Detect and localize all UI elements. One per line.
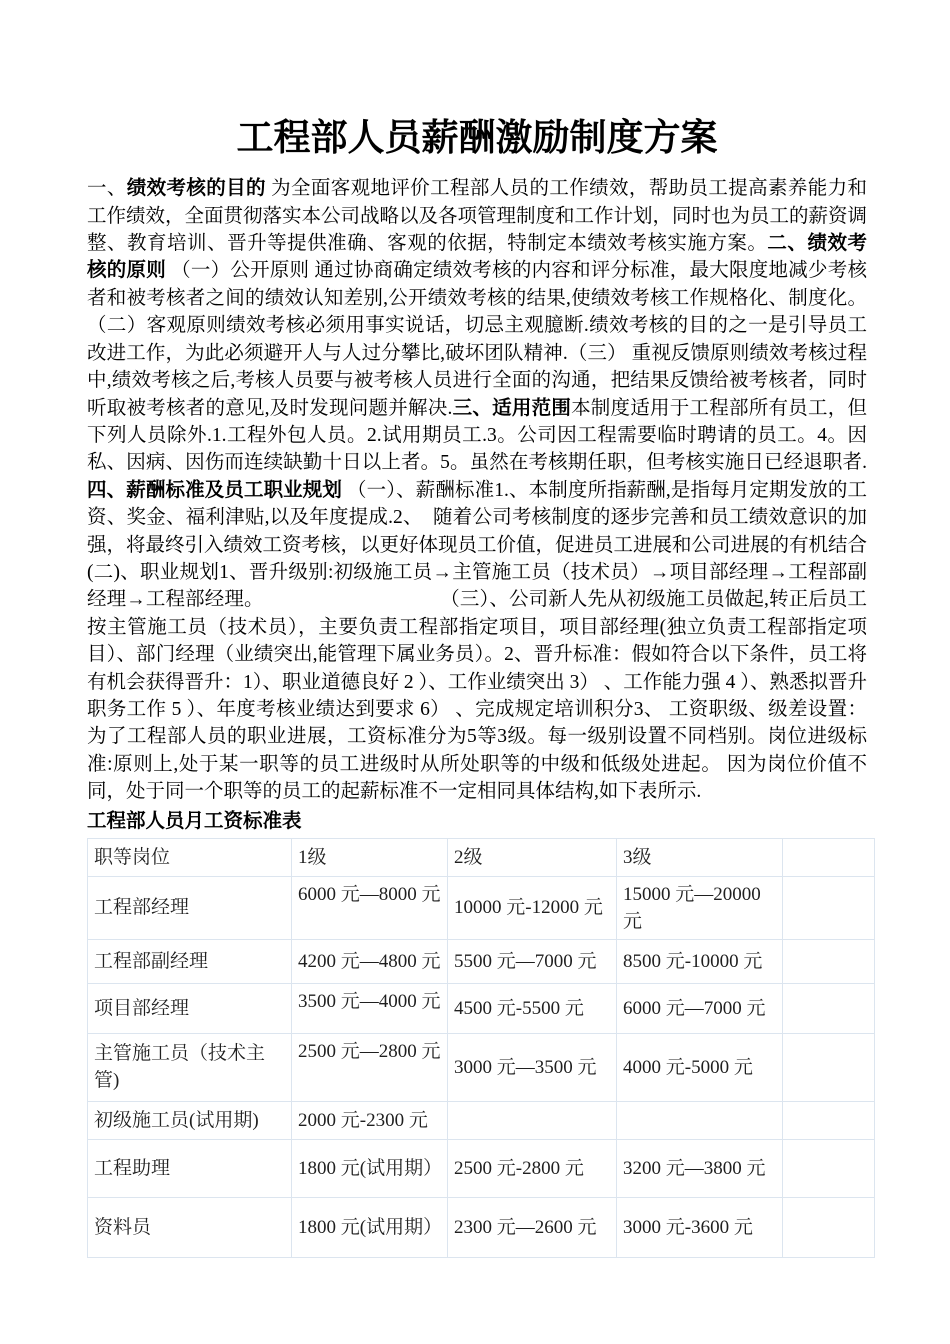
salary-table (87, 838, 875, 1258)
table-row (88, 939, 875, 983)
salary-cell: 5500 元—7000 元 (448, 939, 617, 983)
salary-cell (783, 1197, 875, 1257)
salary-cell (783, 1033, 875, 1101)
salary-cell: 10000 元-12000 元 (448, 876, 617, 939)
column-header-cell (783, 838, 875, 876)
table-row (88, 1101, 875, 1139)
salary-cell: 4500 元-5500 元 (448, 983, 617, 1033)
salary-cell: 2300 元—2600 元 (448, 1197, 617, 1257)
bold-text-run: 四、薪酬标准及员工职业规划 (87, 479, 343, 501)
position-cell: 初级施工员(试用期) (88, 1101, 292, 1139)
salary-cell (448, 1101, 617, 1139)
column-header-cell: 3级 (617, 838, 783, 876)
salary-cell: 6000 元—8000 元 (292, 876, 448, 939)
text-run: 本制度适用于工程部所有员工，但下列人员除外.1.工程外包人员。2.试用期员工.3。公司因工程需要临时聘请的员工。4。因私、因病、因伤而连续缺勤十日以上者。5。虽然在考核期任职，但考核实施日已经退职者. (87, 397, 867, 474)
salary-cell: 2000 元-2300 元 (292, 1101, 448, 1139)
position-cell: 主管施工员（技术主管) (88, 1033, 292, 1101)
salary-table-header-row (88, 838, 875, 876)
salary-table-caption: 工程部人员月工资标准表 (87, 810, 302, 832)
table-row (88, 983, 875, 1033)
salary-cell: 3500 元—4000 元 (292, 983, 448, 1033)
bold-text-run: 二、绩效考核的原则 (87, 233, 867, 282)
salary-cell (783, 1139, 875, 1197)
column-header-cell: 职等岗位 (88, 838, 292, 876)
salary-cell: 1800 元(试用期） (292, 1197, 448, 1257)
salary-cell: 1800 元(试用期） (292, 1139, 448, 1197)
position-cell: 工程部副经理 (88, 939, 292, 983)
text-run: 为全面客观地评价工程部人员的工作绩效，帮助员工提高素养能力和工作绩效，全面贯彻落实本公司战略以及各项管理制度和工作计划，同时也为员工的薪资调整、教育培训、晋升等提供准确、客观的依据，特制定本绩效考核实施方案。 (87, 178, 868, 255)
bold-text-run: 三、适用范围 (452, 397, 572, 419)
text-run: 一、 (87, 178, 127, 200)
salary-cell: 15000 元—20000 元 (617, 876, 783, 939)
position-cell: 工程部经理 (88, 876, 292, 939)
salary-table-body (88, 876, 875, 1257)
salary-cell: 8500 元-10000 元 (617, 939, 783, 983)
text-run: （一）公开原则 通过协商确定绩效考核的内容和评分标准，最大限度地减少考核者和被考核者之间的绩效认知差别,公开绩效考核的结果,使绩效考核工作规格化、制度化。 （二）客观原则绩效考核必须用事实说话，切忌主观臆断.绩效考核的目的之一是引导员工改进工作，为此必须避开人与人过分攀比,破坏团队精神.（三） 重视反馈原则绩效考核过程中,绩效考核之后,考核人员要与被考核人员进行全面的沟通，把结果反馈给被考核者，同时听取被考核者的意见,及时发现问题并解决. (87, 260, 872, 419)
table-row (88, 1139, 875, 1197)
position-cell: 资料员 (88, 1197, 292, 1257)
salary-cell: 2500 元—2800 元 (292, 1033, 448, 1101)
salary-cell: 3200 元—3800 元 (617, 1139, 783, 1197)
table-row (88, 876, 875, 939)
table-row (88, 1033, 875, 1101)
text-run: （一）、薪酬标准1.、本制度所指薪酬,是指每月定期发放的工资、奖金、福利津贴,以及年度提成.2、 随着公司考核制度的逐步完善和员工绩效意识的加强，将最终引入绩效工资考核，以更好体现员工价值，促进员工进展和公司进展的有机结合(二)、职业规划1、晋升级别:初级施工员→主管施工员（技术员）→项目部经理→工程部副经理→工程部经理。 （三）、公司新人先从初级施工员做起,转正后员工按主管施工员（技术员），主要负责工程部指定项目，项目部经理(独立负责工程部指定项目）、部门经理（业绩突出,能管理下属业务员）。2、晋升标准：假如符合以下条件，员工将有机会获得晋升：1）、职业道德良好 2 ）、工作业绩突出 3） 、工作能力强 4 ）、熟悉拟晋升职务工作 5 ）、年度考核业绩达到要求 6） 、完成规定培训积分3、 工资职级、级差设置：为了工程部人员的职业进展，工资标准分为5等3级。每一级别设置不同档别。岗位进级标准:原则上,处于某一职等的员工进级时从所处职等的中级和低级处进起。 因为岗位价值不同，处于同一个职等的员工的起薪标准不一定相同具体结构,如下表所示. (87, 479, 868, 803)
table-row (88, 1197, 875, 1257)
salary-cell (783, 939, 875, 983)
bold-text-run: 绩效考核的目的 (126, 178, 266, 200)
salary-cell: 4000 元-5000 元 (617, 1033, 783, 1101)
document-title: 工程部人员薪酬激励制度方案 (236, 118, 718, 159)
position-cell: 项目部经理 (88, 983, 292, 1033)
body-paragraph (87, 175, 872, 805)
salary-cell: 2500 元-2800 元 (448, 1139, 617, 1197)
column-header-cell: 1级 (292, 838, 448, 876)
salary-cell (783, 876, 875, 939)
column-header-cell: 2级 (448, 838, 617, 876)
position-cell: 工程助理 (88, 1139, 292, 1197)
salary-cell (783, 1101, 875, 1139)
salary-cell (783, 983, 875, 1033)
salary-cell (617, 1101, 783, 1139)
salary-cell: 4200 元—4800 元 (292, 939, 448, 983)
salary-cell: 3000 元—3500 元 (448, 1033, 617, 1101)
salary-cell: 3000 元-3600 元 (617, 1197, 783, 1257)
salary-cell: 6000 元—7000 元 (617, 983, 783, 1033)
